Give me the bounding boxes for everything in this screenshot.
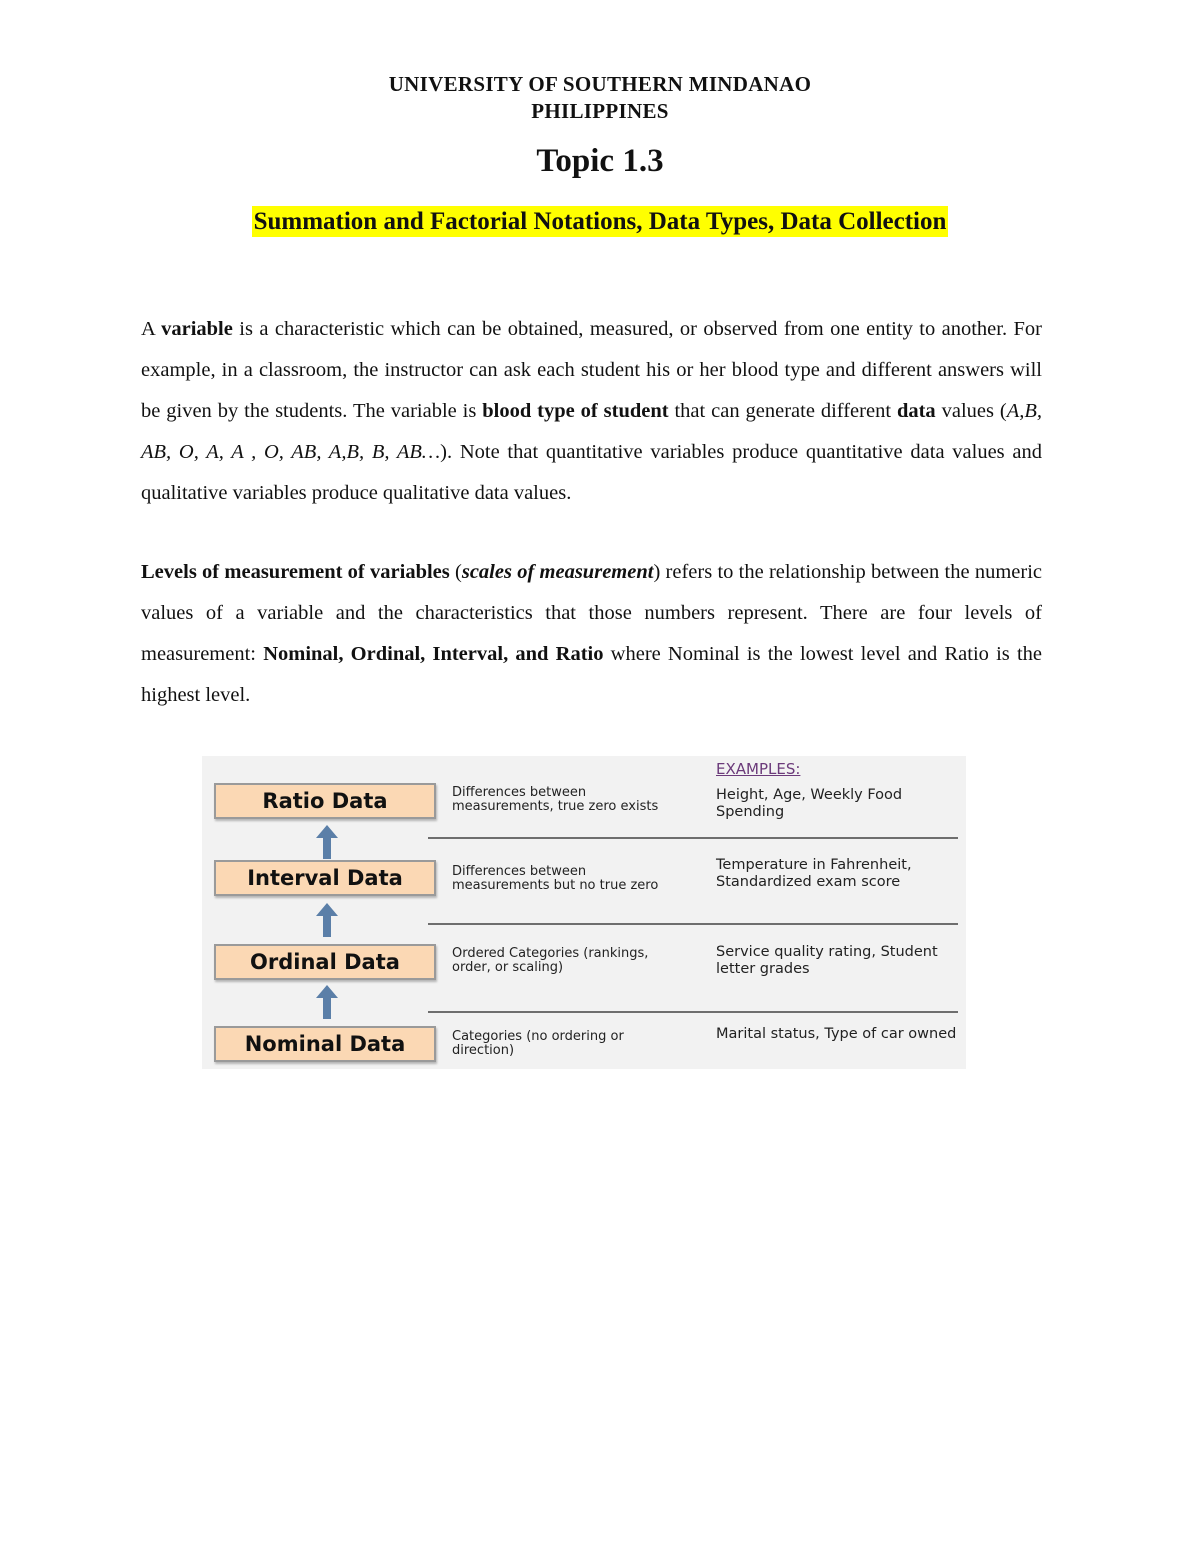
term-levels: Levels of measurement of variables (141, 561, 450, 583)
term-data: data (896, 400, 936, 422)
levels-of-measurement-figure (202, 756, 966, 1069)
level-ratio-example: Height, Age, Weekly Food Spending (716, 787, 903, 820)
separator (428, 923, 958, 925)
level-ratio-description: Differences between measurements, true zero exists (452, 785, 659, 814)
separator (428, 837, 958, 839)
level-interval-example: Temperature in Fahrenheit, Standardized exam score (716, 857, 912, 890)
text: where Nominal is the lowest level and Ratio is the highest level. (141, 643, 1043, 706)
arrow-up-icon (316, 825, 338, 859)
level-ordinal-box: Ordinal Data (214, 944, 436, 980)
paragraph-variable (141, 309, 1042, 514)
level-ratio-box: Ratio Data (214, 783, 436, 819)
term-blood-type: blood type of student (482, 400, 669, 422)
term-level-names: Nominal, Ordinal, Interval, and Ratio (263, 643, 604, 665)
level-nominal-description: Categories (no ordering or direction) (452, 1029, 624, 1058)
term-scales: scales of measurement (461, 561, 654, 583)
topic-subtitle: Summation and Factorial Notations, Data Types, Data Collection (253, 208, 947, 235)
university-name: UNIVERSITY OF SOUTHERN MINDANAO (388, 72, 812, 96)
arrow-up-icon (316, 985, 338, 1019)
text: is a characteristic which can be obtained, measured, or observed from one entity to another. For example, in a classroom, the instructor can ask each student his or her blood type and different answers will be given by the students. The variable is (141, 318, 1042, 422)
level-ordinal-example: Service quality rating, Student letter grades (716, 944, 938, 977)
country-name: PHILIPPINES (531, 99, 669, 123)
level-nominal-box: Nominal Data (214, 1026, 436, 1062)
paragraph-levels (141, 552, 1042, 716)
text: that can generate different (668, 400, 897, 422)
level-interval-description: Differences between measurements but no true zero (452, 864, 659, 893)
arrow-up-icon (316, 903, 338, 937)
topic-title: Topic 1.3 (536, 143, 664, 179)
subtitle-wrap (0, 208, 1200, 236)
examples-header: EXAMPLES: (716, 760, 801, 778)
term-variable: variable (161, 318, 233, 340)
level-ordinal-description: Ordered Categories (rankings, order, or scaling) (452, 946, 649, 975)
level-nominal-example: Marital status, Type of car owned (716, 1026, 957, 1042)
text: ) refers to the relationship between the numeric values of a variable and the characteristics that those numbers represent. There are four levels of measurement: (141, 561, 1043, 665)
text: values ( (935, 400, 1007, 422)
data-values-example: A,B, AB, O, A, A , O, AB, A,B, B, AB… (141, 400, 1043, 463)
separator (428, 1011, 958, 1013)
level-interval-box: Interval Data (214, 860, 436, 896)
text: ). Note that quantitative variables produce quantitative data values and qualitative variables produce qualitative data values. (141, 441, 1042, 504)
text: A (141, 318, 162, 340)
text: ( (449, 561, 462, 583)
